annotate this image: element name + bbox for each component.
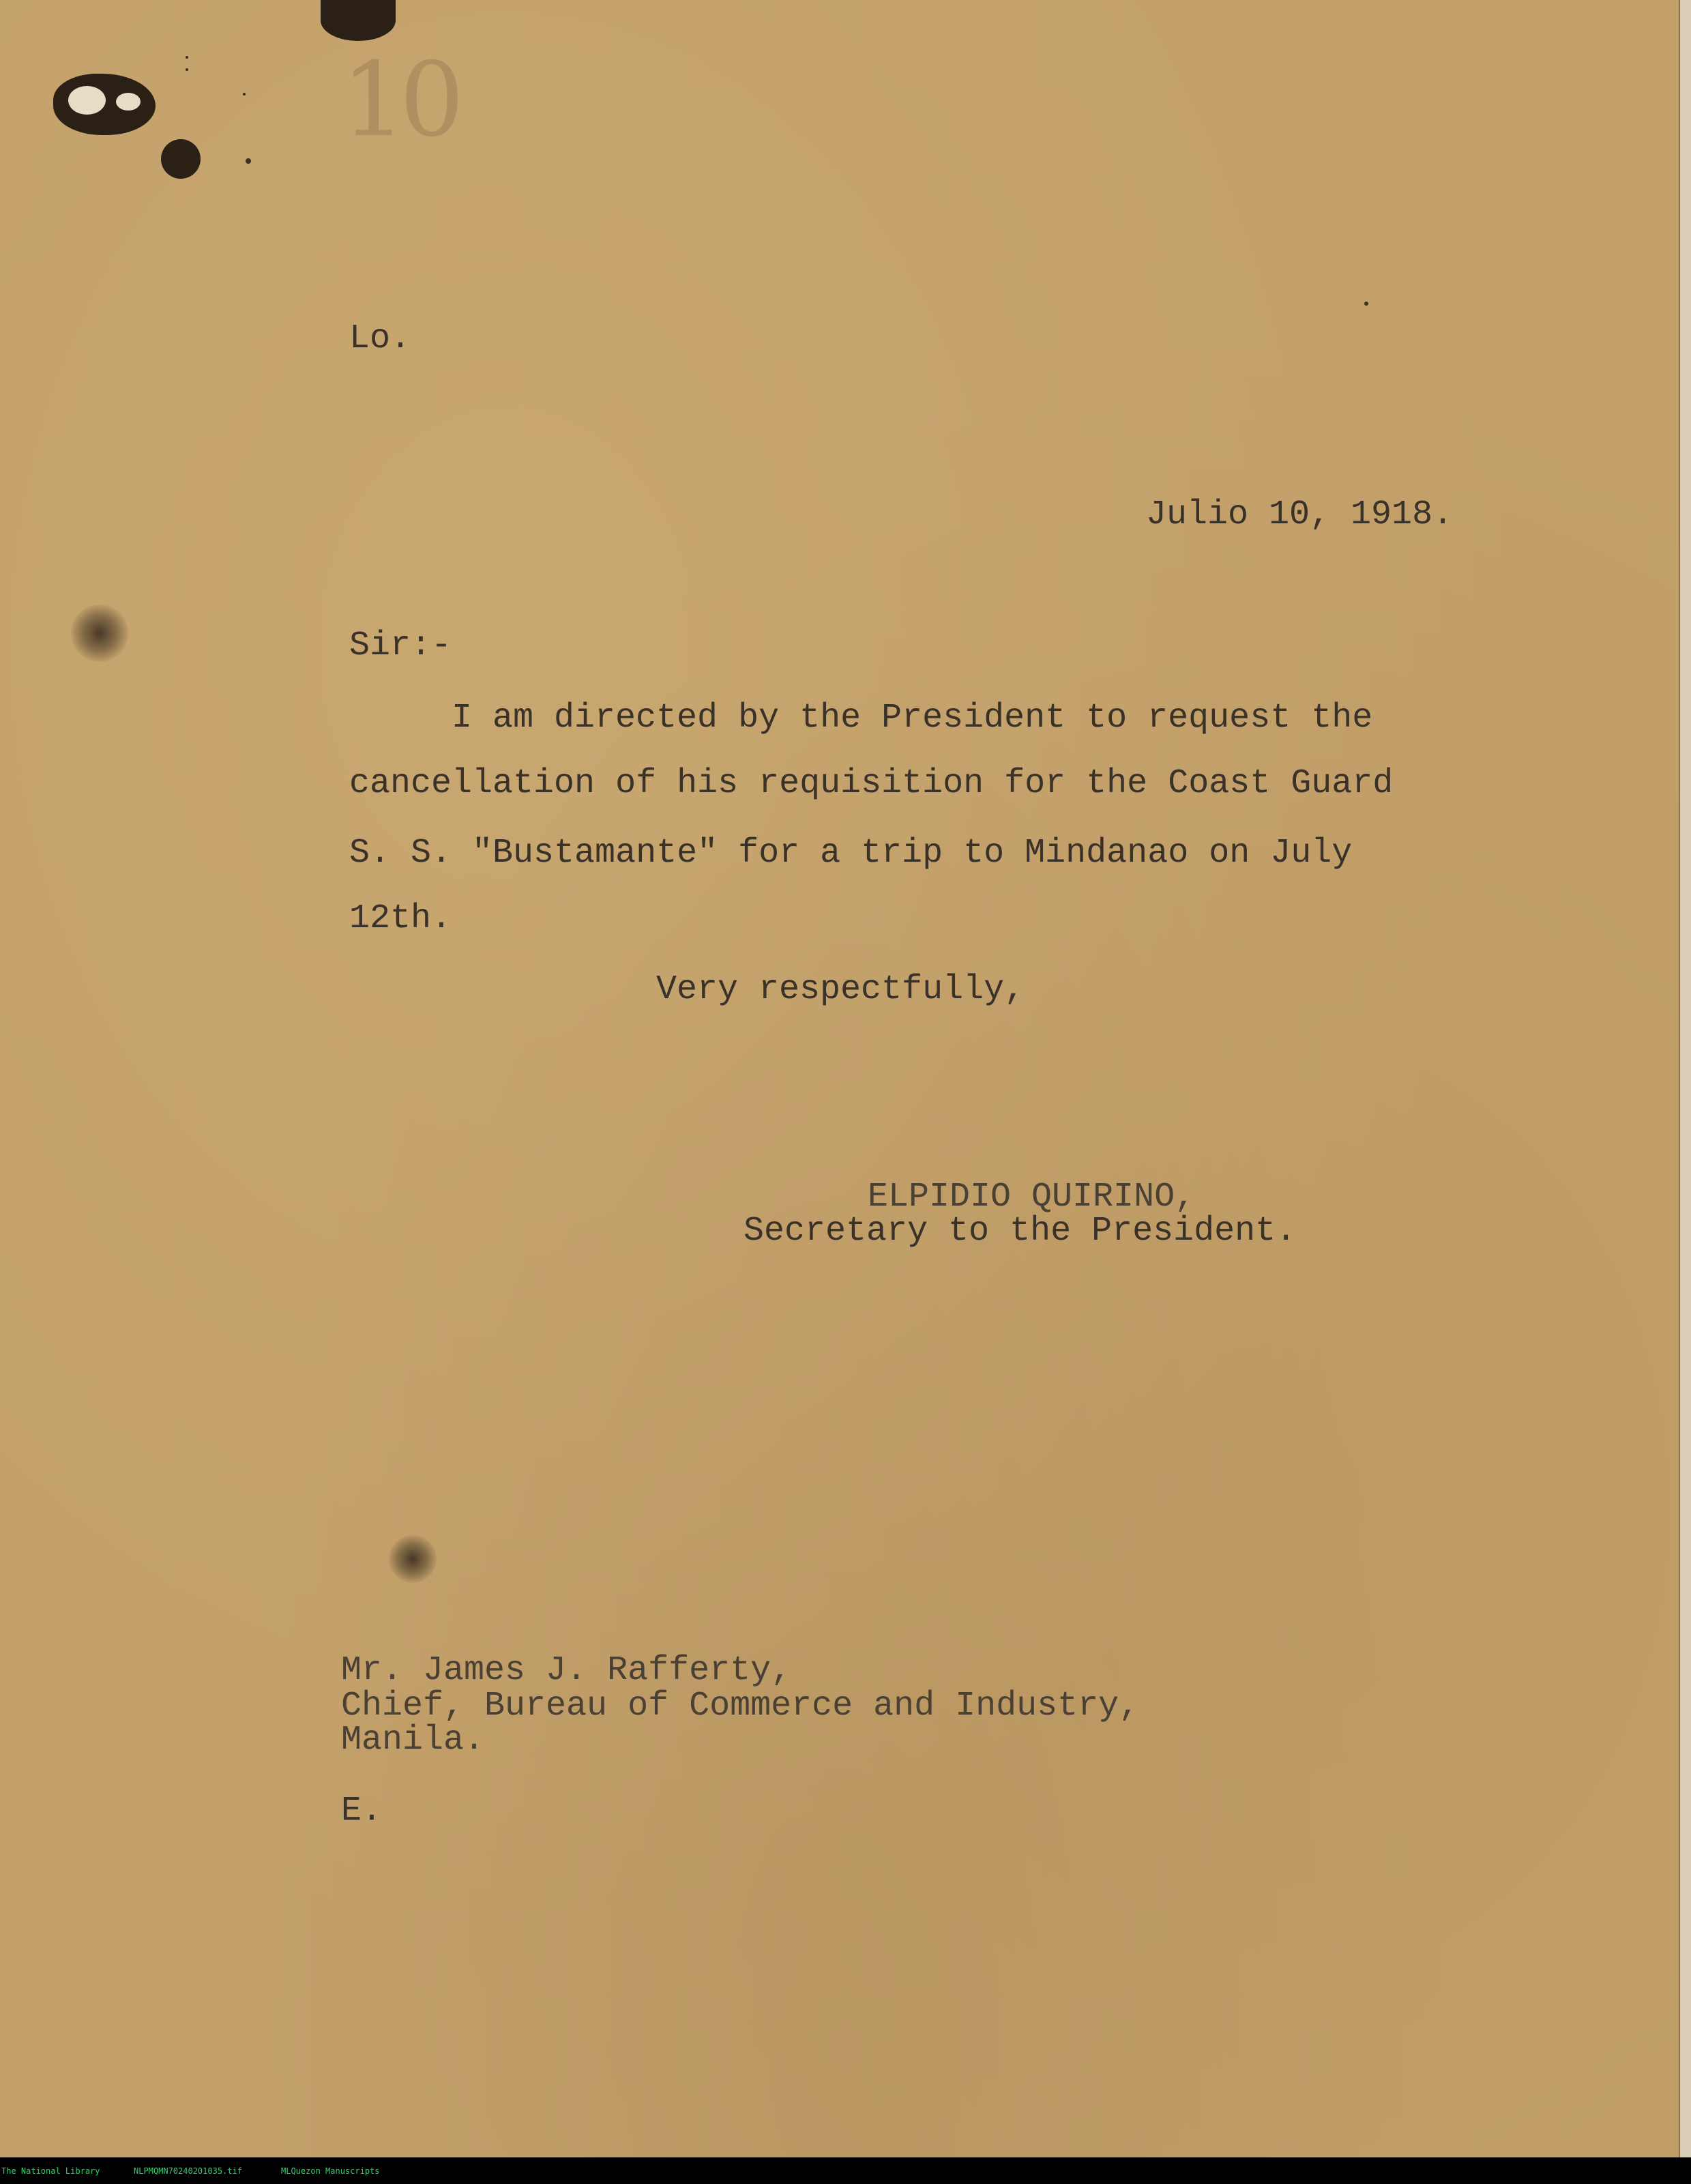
- addressee-line: Manila.: [341, 1721, 485, 1760]
- footer-file-id: NLPMQMN70240201035.tif: [134, 2166, 242, 2176]
- addressee-line: Mr. James J. Rafferty,: [341, 1651, 792, 1690]
- signatory-name: ELPIDIO QUIRINO,: [868, 1178, 1196, 1217]
- closing: Very respectfully,: [656, 970, 1025, 1009]
- stain-left: [71, 605, 128, 662]
- paper-edge: [1679, 0, 1691, 2157]
- scan-footer-bar: [0, 2157, 1691, 2184]
- paper-hole: [68, 86, 106, 115]
- body-line: I am directed by the President to request the: [452, 699, 1373, 738]
- body-line: S. S. "Bustamante" for a trip to Mindanao on July: [349, 834, 1353, 873]
- ink-blot-top: [321, 0, 396, 41]
- paper-hole: [116, 93, 141, 111]
- speck: [1364, 302, 1368, 306]
- speck: [243, 93, 246, 96]
- body-line: 12th.: [349, 899, 452, 938]
- stain-lower: [389, 1535, 437, 1583]
- speck: [246, 158, 251, 164]
- letter-date: Julio 10, 1918.: [1146, 495, 1454, 534]
- salutation: Sir:-: [349, 626, 452, 665]
- bleed-through-mark: 10: [341, 41, 458, 160]
- addressee-line: Chief, Bureau of Commerce and Industry,: [341, 1687, 1140, 1726]
- ink-blot-small: [161, 139, 201, 179]
- typist-initials: E.: [341, 1792, 383, 1831]
- footer-collection: MLQuezon Manuscripts: [281, 2166, 380, 2176]
- signatory-title: Secretary to the President.: [744, 1212, 1297, 1251]
- footer-library: The National Library: [1, 2166, 100, 2176]
- reference-initials: Lo.: [349, 319, 411, 358]
- speck: [186, 68, 188, 71]
- body-line: cancellation of his requisition for the Coast Guard: [349, 764, 1394, 803]
- speck: [186, 56, 188, 59]
